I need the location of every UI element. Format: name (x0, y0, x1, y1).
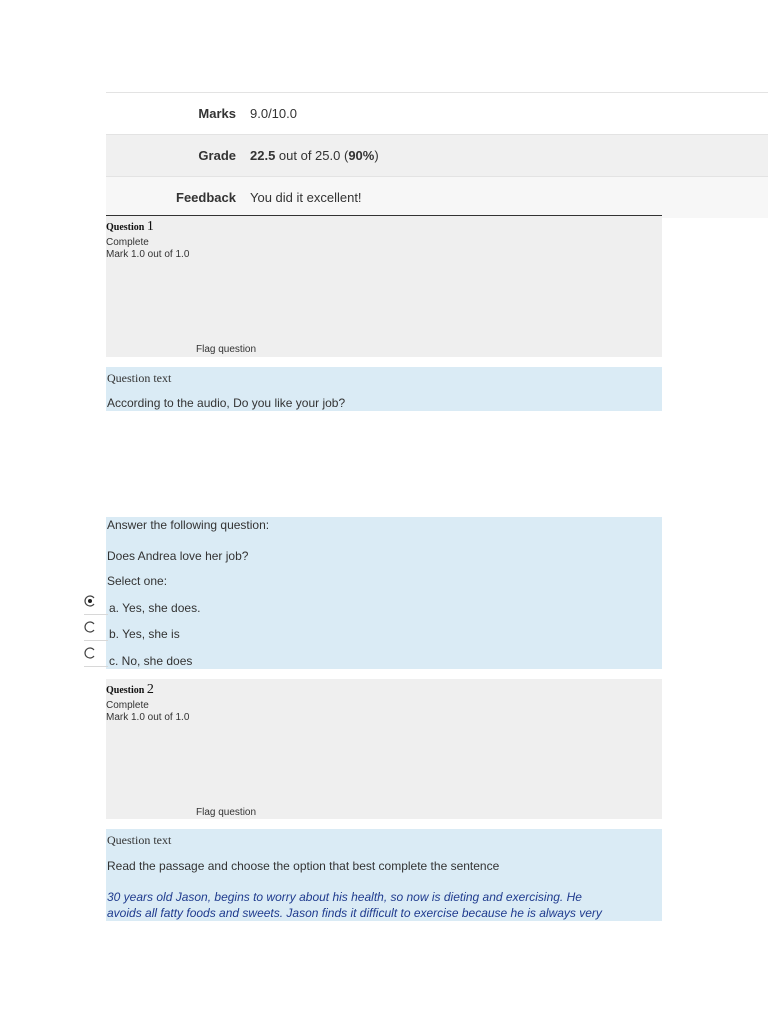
question-2-text (106, 829, 662, 921)
question-1-text (106, 367, 662, 411)
option-a-radio[interactable] (84, 595, 96, 607)
question-text: Read the passage and choose the option that best complete the sentence (107, 859, 500, 873)
grade-mid: out of 25.0 ( (275, 148, 349, 163)
question-2-info (106, 679, 662, 819)
question-text: According to the audio, Do you like your job? (107, 396, 346, 410)
option-c-label[interactable]: c. No, she does (109, 654, 193, 668)
grade-end: ) (374, 148, 379, 163)
review-summary (106, 92, 768, 218)
option-a-label[interactable]: a. Yes, she does. (109, 601, 201, 615)
question-number: Question 1 (106, 219, 154, 234)
question-1-info (106, 216, 662, 357)
question-text-title: Question text (107, 371, 172, 385)
passage-text: 30 years old Jason, begins to worry about his health, so now is dieting and exercising. He avoids all fatty foods and sweets. Jason finds it difficult to exercise because he is always very (107, 890, 602, 920)
question-number: Question 2 (106, 682, 154, 697)
question-grade: Mark 1.0 out of 1.0 (106, 712, 190, 723)
marks-row (106, 92, 768, 134)
select-one-label: Select one: (107, 574, 168, 588)
question-text-title: Question text (107, 833, 172, 847)
marks-label: Marks (198, 106, 236, 121)
grade-row (106, 134, 768, 176)
marks-value: 9.0/10.0 (250, 106, 297, 121)
grade-value (250, 148, 379, 163)
grade-score: 22.5 (250, 148, 276, 163)
grade-label: Grade (198, 148, 236, 163)
option-separator (84, 640, 108, 641)
flag-question-link[interactable]: Flag question (196, 344, 257, 355)
option-separator (84, 614, 108, 615)
answer-instruction: Answer the following question: (107, 518, 270, 532)
question-state: Complete (106, 700, 149, 711)
question-1-answer (106, 517, 662, 669)
feedback-value: You did it excellent! (250, 190, 362, 205)
option-b-radio[interactable] (84, 621, 96, 633)
grade-percent: 90% (348, 148, 375, 163)
feedback-row (106, 176, 768, 218)
flag-question-link[interactable]: Flag question (196, 807, 257, 818)
question-grade: Mark 1.0 out of 1.0 (106, 249, 190, 260)
feedback-label: Feedback (176, 190, 236, 205)
option-c-radio[interactable] (84, 647, 96, 659)
answer-prompt: Does Andrea love her job? (107, 549, 249, 563)
question-state: Complete (106, 237, 149, 248)
option-b-label[interactable]: b. Yes, she is (109, 627, 180, 641)
option-separator (84, 666, 108, 667)
